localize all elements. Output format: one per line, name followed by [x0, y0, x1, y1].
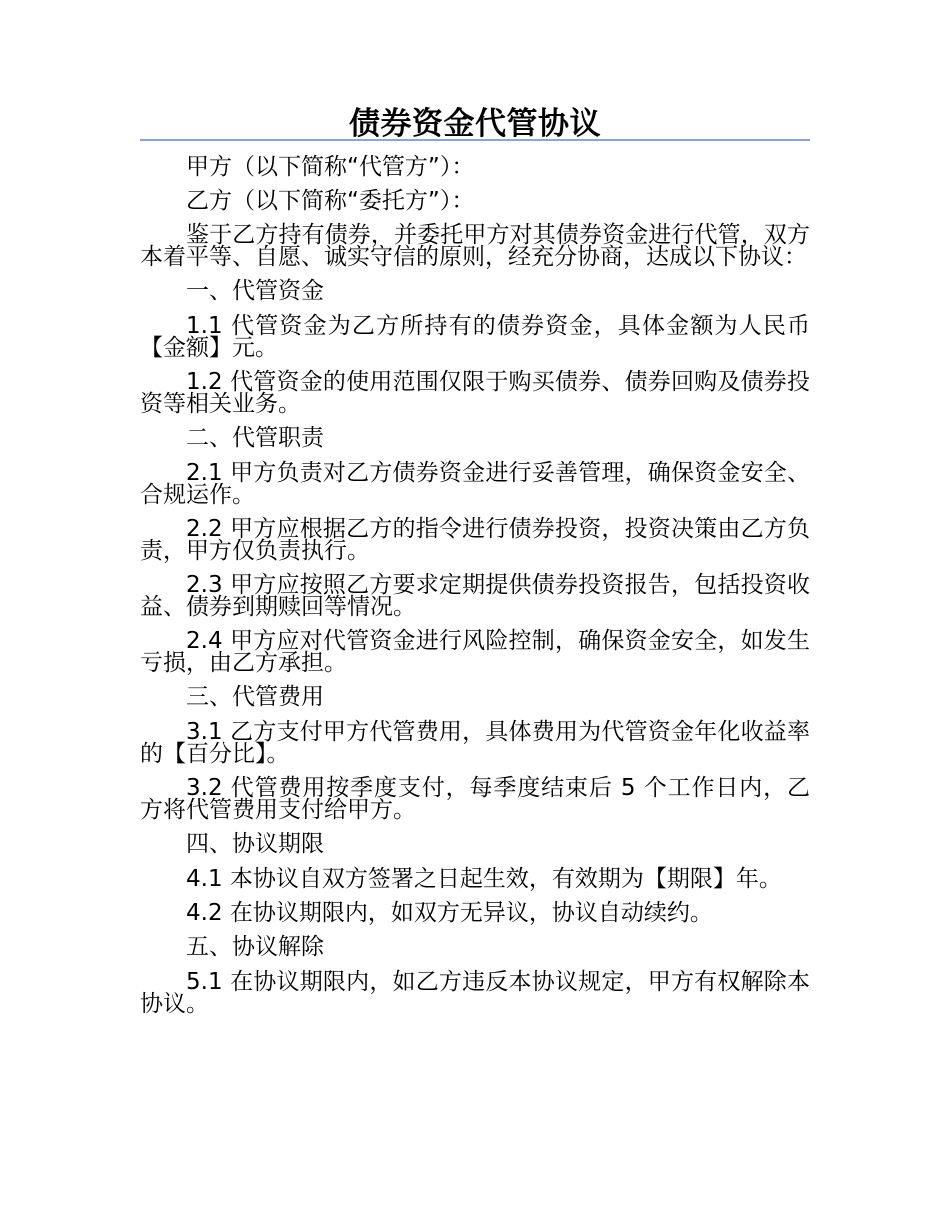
clause-3-2: 3.2 代管费用按季度支付，每季度结束后 5 个工作日内，乙方将代管费用支付给甲方。 — [140, 775, 810, 823]
clause-1-2: 1.2 代管资金的使用范围仅限于购买债券、债券回购及债券投资等相关业务。 — [140, 369, 810, 417]
party-a-line: 甲方（以下简称“代管方”）： — [186, 154, 475, 180]
section-heading-1: 一、代管资金 — [186, 278, 324, 304]
section-heading-5: 五、协议解除 — [186, 934, 324, 960]
clause-3-1: 3.1 乙方支付甲方代管费用，具体费用为代管资金年化收益率的【百分比】。 — [140, 719, 810, 767]
clause-2-3: 2.3 甲方应按照乙方要求定期提供债券投资报告，包括投资收益、债券到期赎回等情况。 — [140, 572, 810, 620]
section-heading-2: 二、代管职责 — [186, 425, 324, 451]
preamble-paragraph: 鉴于乙方持有债券，并委托甲方对其债券资金进行代管，双方本着平等、自愿、诚实守信的原则，经充分协商，达成以下协议： — [140, 222, 810, 270]
section-heading-4: 四、协议期限 — [186, 831, 324, 857]
document-title: 债券资金代管协议 — [349, 106, 601, 142]
clause-2-4: 2.4 甲方应对代管资金进行风险控制，确保资金安全，如发生亏损，由乙方承担。 — [140, 628, 810, 676]
clause-5-1: 5.1 在协议期限内，如乙方违反本协议规定，甲方有权解除本协议。 — [140, 969, 810, 1017]
clause-2-1: 2.1 甲方负责对乙方债券资金进行妥善管理，确保资金安全、合规运作。 — [140, 460, 810, 508]
party-b-line: 乙方（以下简称“委托方”）： — [186, 188, 475, 214]
title-underline — [140, 139, 810, 141]
clause-4-1: 4.1 本协议自双方签署之日起生效，有效期为【期限】年。 — [186, 866, 782, 892]
section-heading-3: 三、代管费用 — [186, 684, 324, 710]
clause-2-2: 2.2 甲方应根据乙方的指令进行债券投资，投资决策由乙方负责，甲方仅负责执行。 — [140, 516, 810, 564]
clause-1-1: 1.1 代管资金为乙方所持有的债券资金，具体金额为人民币【金额】元。 — [140, 313, 810, 361]
clause-4-2: 4.2 在协议期限内，如双方无异议，协议自动续约。 — [186, 900, 713, 926]
document-body — [140, 156, 810, 1027]
